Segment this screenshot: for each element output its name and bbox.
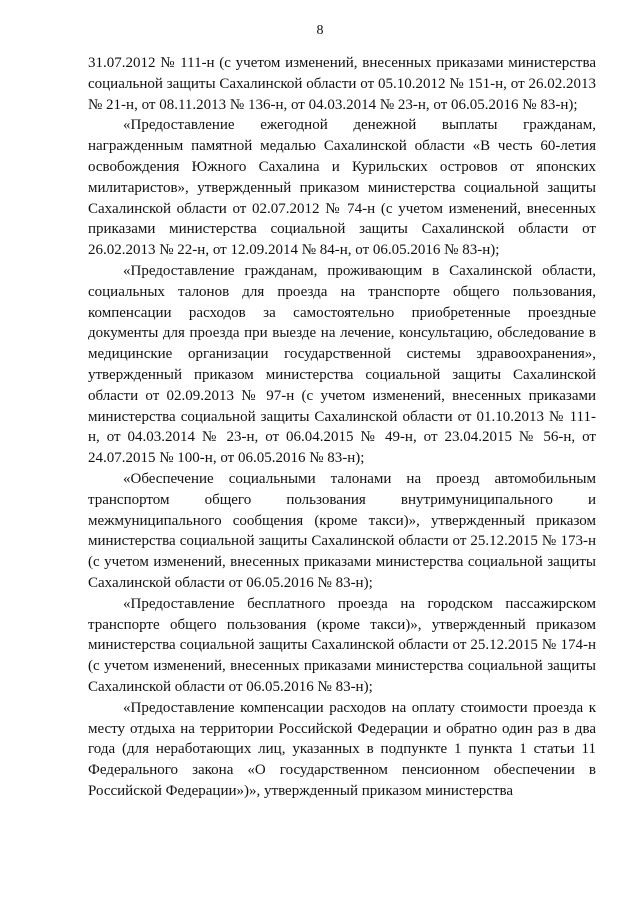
paragraph-free-city-transport: «Предоставление бесплатного проезда на городском пассажирском транспорте общего пользования (кроме такси)», утвержденный приказом министерства социальной защиты Сахалинской области от 25.12.2015 № 174-н (с учетом изменений, внесенных приказами министерства социальной защиты Сахалинской области от 06.05.2016 № 83-н); [88,595,596,695]
paragraph-social-tickets-road-transport: «Обеспечение социальными талонами на проезд автомобильным транспортом общего пользования внутримуниципального и межмуниципального сообщения (кроме такси)», утвержденный приказом министерства социальной защиты Сахалинской области от 25.12.2015 № 173-н (с учетом изменений, внесенных приказами министерства социальной защиты Сахалинской области от 06.05.2016 № 83-н); [88,470,596,591]
page-number: 8 [316,23,324,38]
paragraph-continuation: 31.07.2012 № 111-н (с учетом изменений, внесенных приказами министерства социальной защиты Сахалинской области от 05.10.2012 № 151-н, от 26.02.2013 № 21-н, от 08.11.2013 № 136-н, от 04.03.2014 № 23-н, от 06.05.2016 № 83-н); [88,55,596,113]
paragraph-social-tickets-treatment: «Предоставление гражданам, проживающим в Сахалинской области, социальных талонов для проезда на транспорте общего пользования, компенсации расходов за самостоятельно приобретенные проездные документы для проезда при выезде на лечение, консультацию, обследование в медицинские организации государственной системы здравоохранения», утвержденный приказом министерства социальной защиты Сахалинской области от 02.09.2013 № 97-н (с учетом изменений, внесенных приказами министерства социальной защиты Сахалинской области от 01.10.2013 № 111-н, от 04.03.2014 № 23-н, от 06.04.2015 № 49-н, от 23.04.2015 № 56-н, от 24.07.2015 № 100-н, от 06.05.2016 № 83-н); [88,262,596,467]
document-body [88,53,596,802]
paragraph-medal-payment: «Предоставление ежегодной денежной выплаты гражданам, награжденным памятной медалью Сахалинской области «В честь 60-летия освобождения Южного Сахалина и Курильских островов от японских милитаристов», утвержденный приказом министерства социальной защиты Сахалинской области от 02.07.2012 № 74-н (с учетом изменений, внесенных приказами министерства социальной защиты Сахалинской области от 26.02.2013 № 22-н, от 12.09.2014 № 84-н, от 06.05.2016 № 83-н); [88,117,596,259]
paragraph-travel-compensation: «Предоставление компенсации расходов на оплату стоимости проезда к месту отдыха на территории Российской Федерации и обратно один раз в два года (для неработающих лиц, указанных в подпункте 1 пункта 1 статьи 11 Федерального закона «О государственном пенсионном обеспечении в Российской Федерации»)», утвержденный приказом министерства [88,699,596,799]
